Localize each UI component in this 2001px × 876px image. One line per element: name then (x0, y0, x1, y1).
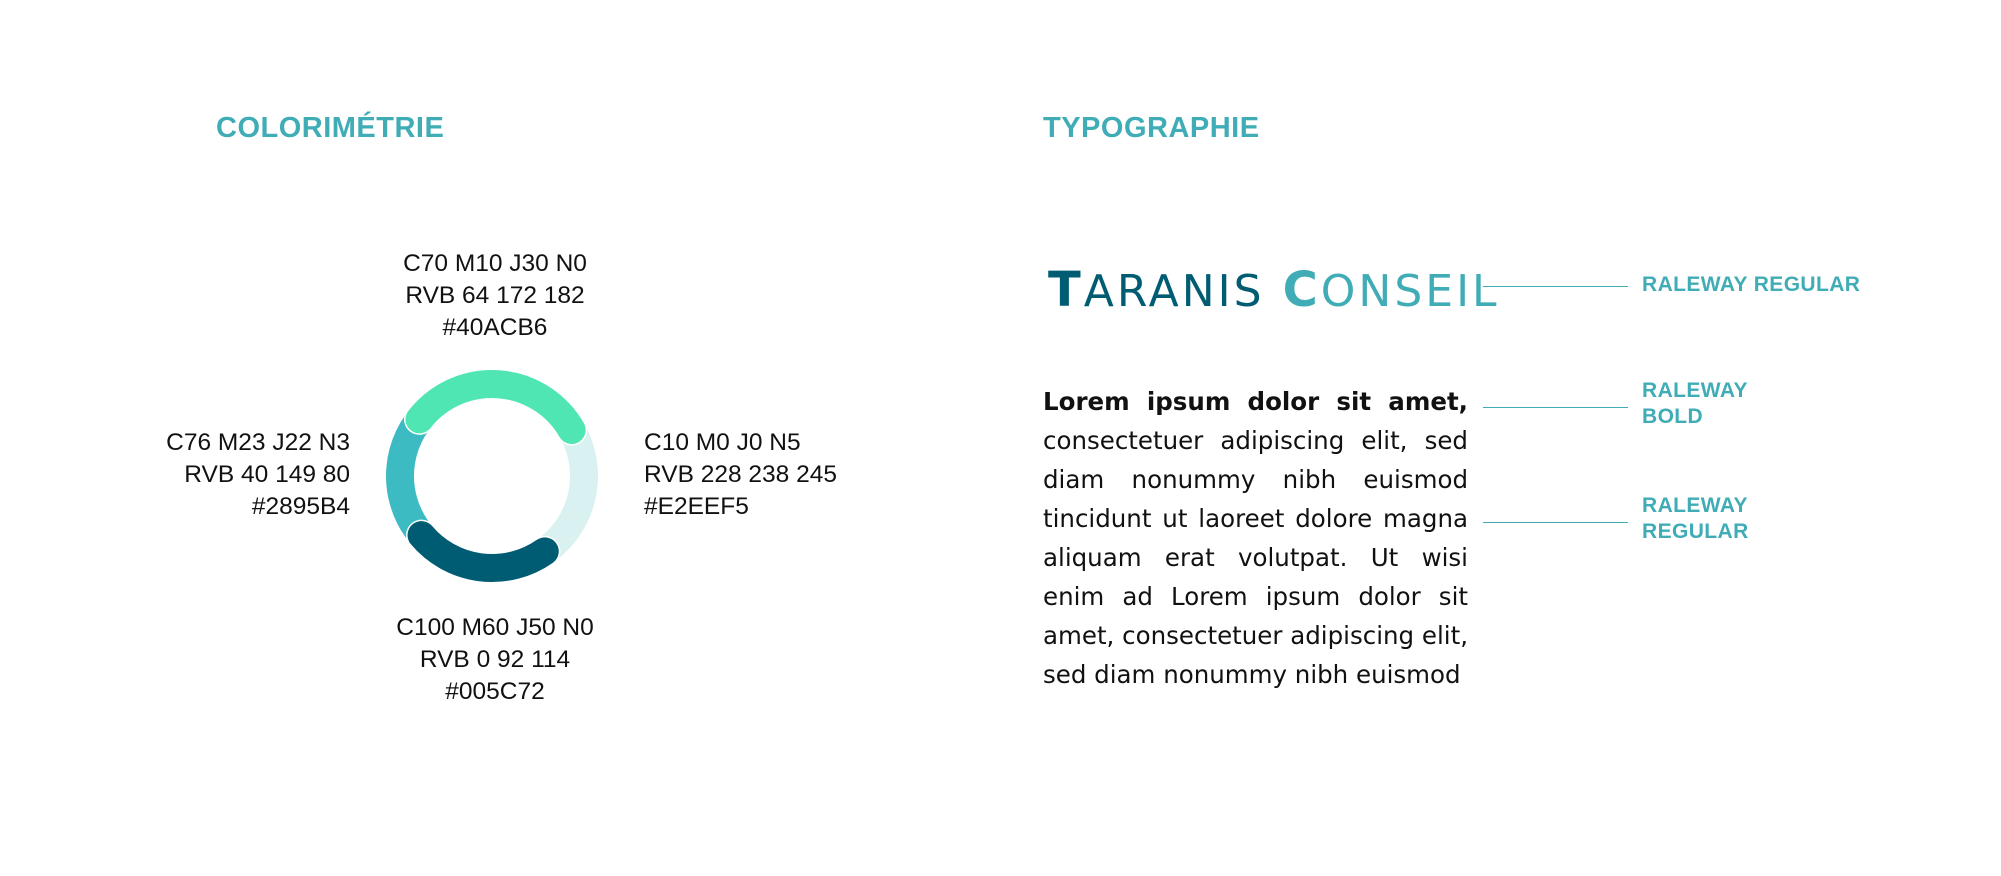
sample-bold-text: Lorem ipsum dolor sit amet, (1043, 387, 1468, 416)
swatch-label-left (90, 427, 350, 523)
taranis-conseil-logo (1048, 262, 1500, 318)
swatch-top-rgb: RVB 64 172 182 (405, 282, 585, 309)
swatch-left-rgb: RVB 40 149 80 (184, 461, 350, 488)
typographie-title: TYPOGRAPHIE (1043, 112, 1260, 144)
regular-font-label-line2: REGULAR (1642, 520, 1749, 543)
bold-font-leader-line (1483, 407, 1628, 408)
swatch-top-cmyk: C70 M10 J30 N0 (403, 250, 587, 277)
ring-segment-bottom (422, 535, 545, 568)
color-ring (376, 360, 608, 592)
ring-segment-right (541, 433, 584, 554)
bold-font-label-line2: BOLD (1642, 405, 1704, 428)
colorimetrie-title: COLORIMÉTRIE (216, 112, 445, 144)
logo-word-conseil (1282, 262, 1500, 318)
logo-initial-c: C (1282, 262, 1321, 318)
swatch-label-top (355, 248, 635, 344)
logo-font-leader-line (1483, 286, 1628, 287)
logo-word-taranis (1048, 262, 1265, 318)
regular-font-label-line1: RALEWAY (1642, 494, 1748, 517)
swatch-left-hex: #2895B4 (251, 493, 350, 520)
logo-initial-t: T (1048, 262, 1084, 318)
logo-rest-onseil: ONSEIL (1320, 266, 1500, 317)
swatch-bottom-hex: #005C72 (445, 678, 545, 705)
regular-font-leader-line (1483, 522, 1628, 523)
swatch-bottom-cmyk: C100 M60 J50 N0 (396, 614, 594, 641)
swatch-bottom-rgb: RVB 0 92 114 (419, 646, 571, 673)
swatch-label-bottom (345, 612, 645, 708)
swatch-right-cmyk: C10 M0 J0 N5 (644, 429, 801, 456)
logo-rest-aranis: ARANIS (1083, 266, 1265, 317)
swatch-top-hex: #40ACB6 (442, 314, 548, 341)
logo-font-label: RALEWAY REGULAR (1642, 273, 1861, 296)
swatch-label-right (644, 427, 904, 523)
swatch-left-cmyk: C76 M23 J22 N3 (166, 429, 350, 456)
sample-regular-text: consectetuer adipiscing elit, sed diam nonummy nibh euismod tincidunt ut laoreet dolore magna aliquam erat volutpat. Ut wisi enim ad Lorem ipsum dolor sit amet, consectetuer adipiscing elit, sed diam nonummy nibh euismod (1043, 426, 1468, 689)
bold-font-label (1642, 378, 1748, 430)
swatch-right-hex: #E2EEF5 (644, 493, 749, 520)
sample-text-block (1043, 382, 1468, 694)
swatch-right-rgb: RVB 228 238 245 (644, 461, 837, 488)
regular-font-label (1642, 493, 1749, 545)
bold-font-label-line1: RALEWAY (1642, 379, 1748, 402)
